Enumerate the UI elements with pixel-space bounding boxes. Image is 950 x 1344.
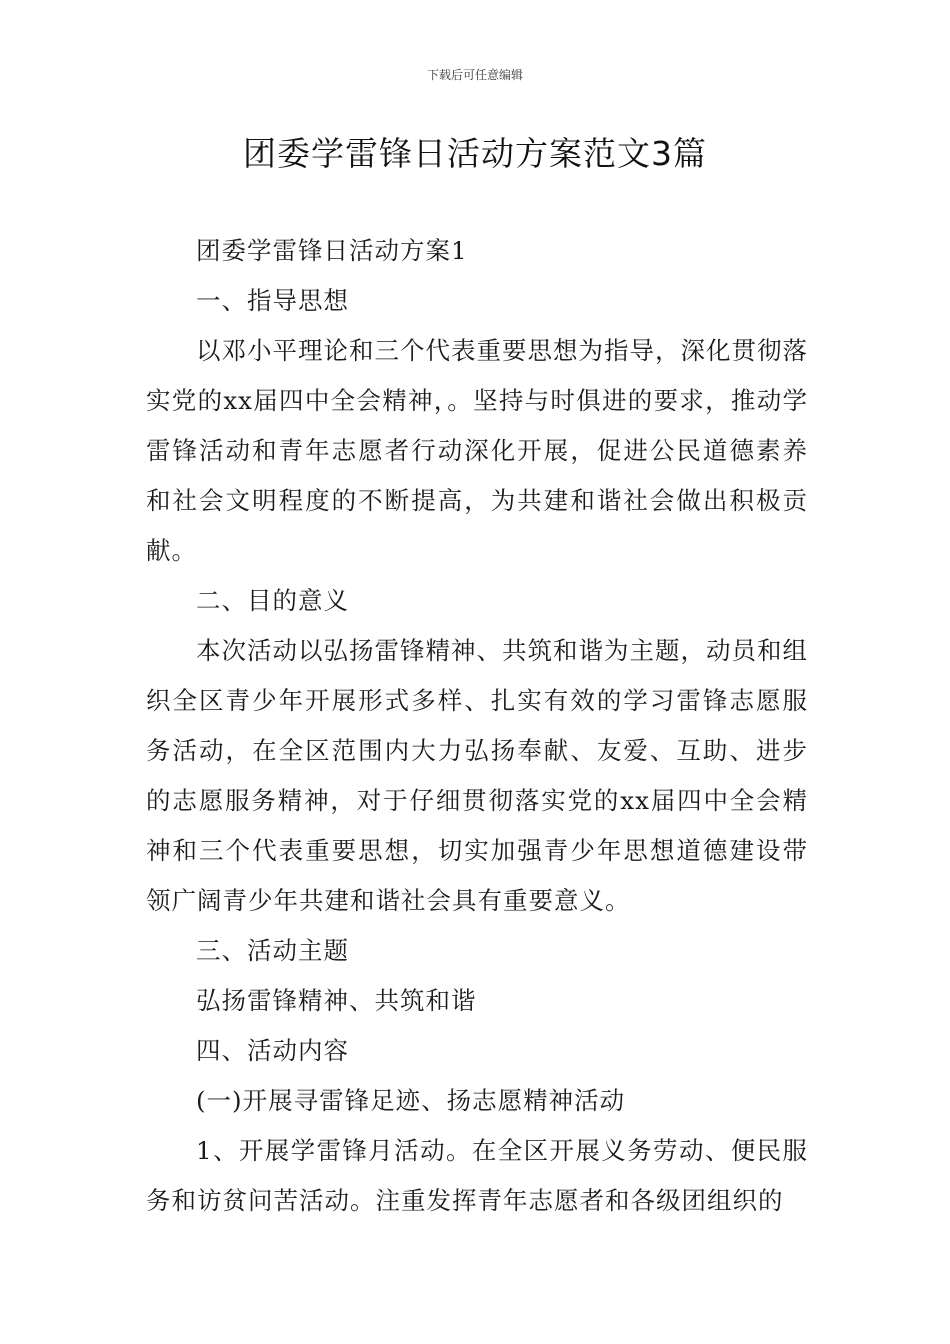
sub-heading: (一)开展寻雷锋足迹、扬志愿精神活动 — [196, 1086, 626, 1115]
header-note: 下载后可任意编辑 — [426, 68, 523, 82]
section-heading: 三、活动主题 — [196, 936, 349, 965]
section-heading: 二、目的意义 — [196, 586, 349, 615]
section-heading: 四、活动内容 — [196, 1036, 349, 1065]
section-heading: 一、指导思想 — [196, 286, 349, 315]
body-paragraph: 1、开展学雷锋月活动。在全区开展义务劳动、便民服务和访贫问苦活动。注重发挥青年志愿者和各级团组织的 — [146, 1136, 808, 1215]
body-paragraph: 以邓小平理论和三个代表重要思想为指导，深化贯彻落实党的xx届四中全会精神，。坚持与时俱进的要求，推动学雷锋活动和青年志愿者行动深化开展，促进公民道德素养和社会文明程度的不断提高，为共建和谐社会做出积极贡献。 — [146, 336, 808, 565]
section-heading: 团委学雷锋日活动方案1 — [196, 236, 468, 265]
document-body — [146, 226, 808, 1226]
body-paragraph: 本次活动以弘扬雷锋精神、共筑和谐为主题，动员和组织全区青少年开展形式多样、扎实有效的学习雷锋志愿服务活动，在全区范围内大力弘扬奉献、友爱、互助、进步的志愿服务精神，对于仔细贯彻落实党的xx届四中全会精神和三个代表重要思想，切实加强青少年思想道德建设带领广阔青少年共建和谐社会具有重要意义。 — [146, 636, 808, 915]
document-title: 团委学雷锋日活动方案范文3篇 — [243, 134, 707, 173]
body-paragraph: 弘扬雷锋精神、共筑和谐 — [196, 986, 477, 1015]
